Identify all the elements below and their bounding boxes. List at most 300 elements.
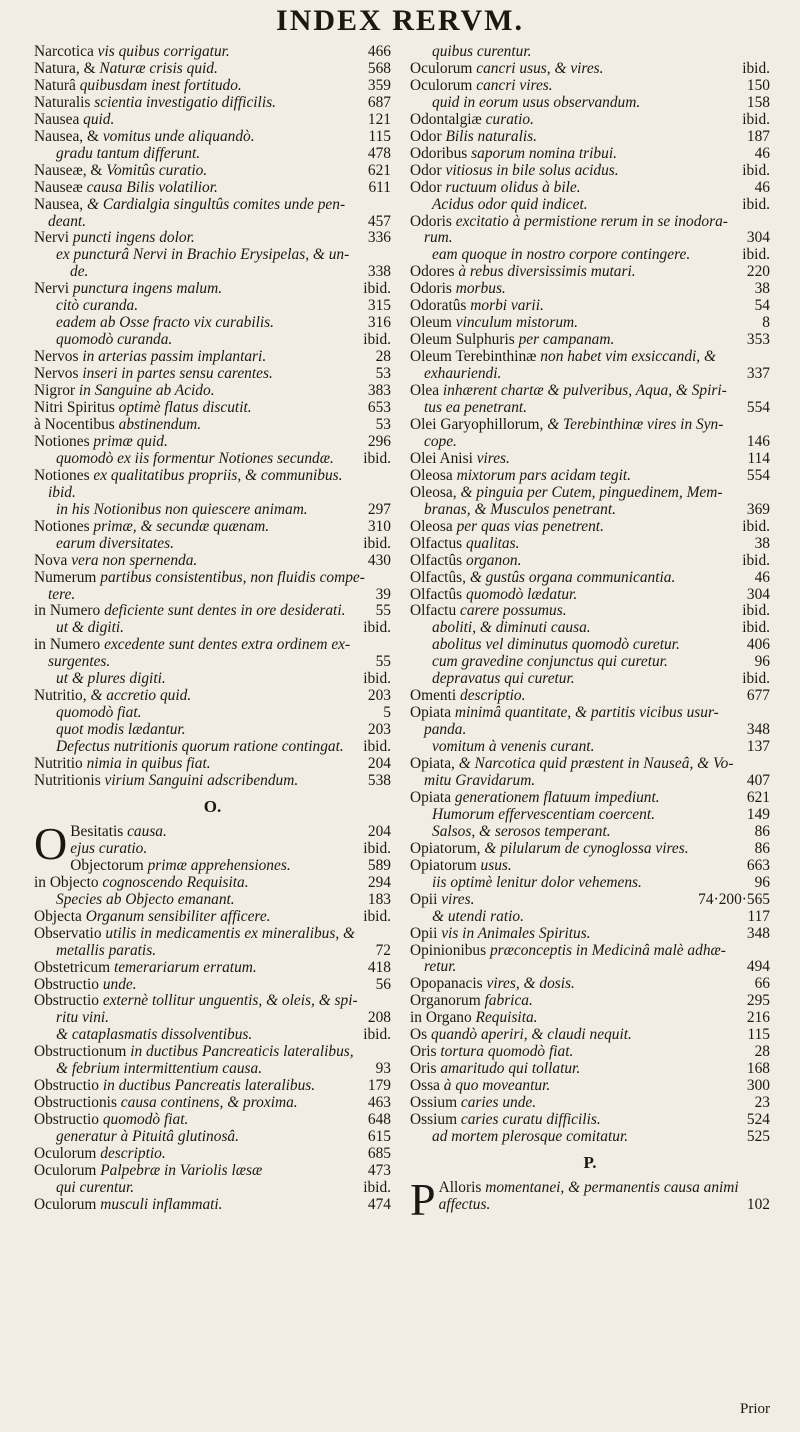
entry-text [432, 824, 611, 841]
entry-subject: ut & plures digiti. [56, 670, 166, 688]
entry-term: in Numero [34, 602, 105, 620]
entry-term: Olei Anisi [410, 449, 477, 467]
entry-term: Organorum [410, 992, 485, 1010]
entry-subject: quibus curentur. [432, 43, 532, 60]
page-number: 316 [364, 315, 391, 332]
entry-text [34, 602, 346, 620]
page-number: 677 [743, 688, 770, 705]
entry-text [410, 348, 716, 366]
index-entry [34, 400, 391, 417]
entry-term: Oculorum [34, 1162, 101, 1179]
index-entry [410, 129, 770, 146]
index-entry [34, 163, 391, 180]
entry-subject: quomodò fiat. [56, 704, 142, 722]
entry-subject: exhauriendi. [424, 365, 502, 383]
index-entry [34, 1180, 391, 1197]
page-number: 336 [364, 230, 391, 247]
entry-text [34, 1078, 315, 1095]
entry-subject: & Cardialgia singultûs comites unde pen- [87, 195, 346, 213]
index-entry [34, 180, 391, 197]
index-entry [34, 281, 391, 298]
entry-text [34, 281, 222, 298]
entry-text [410, 1044, 573, 1061]
page-number: ibid. [359, 536, 391, 553]
page-number: 66 [751, 976, 770, 993]
entry-text [34, 1043, 354, 1061]
entry-term: Obstructio [34, 975, 103, 993]
entry-subject: inhærent chartæ & pulveribus, Aqua, & Spiri- [442, 382, 727, 400]
entry-subject: tus ea penetrant. [424, 399, 528, 417]
entry-text [410, 841, 689, 858]
entry-text [34, 383, 215, 400]
entry-term: in Organo [410, 1009, 476, 1027]
index-entry [410, 112, 770, 129]
page-number: ibid. [738, 519, 770, 536]
index-entry [34, 417, 391, 434]
entry-text [56, 502, 308, 519]
entry-text [410, 570, 675, 587]
page-number: 117 [743, 909, 770, 926]
entry-subject: morbus. [455, 280, 506, 298]
entry-text [432, 197, 588, 214]
index-entry [410, 976, 770, 993]
entry-text [424, 502, 616, 519]
entry-text [410, 112, 534, 129]
entry-term: Opinionibus [410, 941, 490, 959]
entry-subject: morbi varii. [470, 297, 544, 315]
index-entry [410, 95, 770, 112]
page-number: 369 [743, 502, 770, 519]
entry-term: Odoribus [410, 144, 472, 162]
entry-subject: caries unde. [460, 1094, 537, 1112]
index-entry [34, 1044, 391, 1061]
index-entry [410, 519, 770, 536]
entry-subject: quomodò lædatur. [466, 585, 578, 603]
entry-text [424, 366, 501, 383]
entry-text [56, 722, 186, 739]
page-number: 300 [743, 1078, 770, 1095]
entry-subject: præconceptis in Medicinâ malè adhæ- [489, 941, 726, 959]
page-number: 524 [743, 1112, 770, 1129]
entry-text [424, 773, 535, 790]
entry-text [56, 332, 172, 349]
entry-text [34, 1163, 262, 1180]
entry-subject: vomitum à venenis curant. [432, 738, 595, 756]
index-entry [34, 1061, 391, 1078]
entry-term: Notiones [34, 432, 94, 450]
entry-term: Omenti [410, 687, 461, 705]
entry-text [424, 230, 453, 247]
entry-text [70, 264, 88, 281]
entry-subject: vis quibus corrigatur. [97, 43, 230, 60]
entry-term: Naturâ [34, 76, 80, 94]
page-number: 685 [364, 1146, 391, 1163]
entry-subject: abolitus vel diminutus quomodò curetur. [432, 636, 680, 654]
index-entry [410, 587, 770, 604]
entry-subject: ructuum olidus à bile. [445, 178, 581, 196]
entry-subject: abstinendum. [118, 415, 202, 433]
entry-subject: vis in Animales Spiritus. [441, 924, 591, 942]
index-entry [410, 230, 770, 247]
entry-term: Obstructio [34, 992, 103, 1010]
index-entry [34, 78, 391, 95]
entry-subject: eam quoque in nostro corpore contingere. [432, 246, 691, 264]
entry-subject: & febrium intermittentium causa. [56, 1060, 263, 1078]
index-entry [34, 1197, 391, 1214]
entry-term: Nervos [34, 348, 83, 366]
page-number: ibid. [359, 620, 391, 637]
entry-subject: partibus consistentibus, non fluidis compe- [100, 568, 365, 586]
entry-text [410, 146, 617, 163]
entry-text [410, 1061, 580, 1078]
page-number: 93 [372, 1061, 391, 1078]
index-entry [410, 773, 770, 790]
index-entry [410, 1095, 770, 1112]
entry-subject: ad mortem plerosque comitatur. [432, 1128, 629, 1145]
index-entry [410, 61, 770, 78]
entry-subject: excedente sunt dentes extra ordinem ex- [104, 636, 351, 654]
index-entry [34, 44, 391, 61]
entry-subject: deficiente sunt dentes in ore desiderati. [104, 602, 346, 620]
index-entry [410, 197, 770, 214]
entry-subject: citò curanda. [56, 297, 139, 315]
entry-text [56, 451, 334, 468]
entry-subject: surgentes. [48, 653, 111, 671]
entry-term: Objectorum [70, 856, 148, 874]
page-number: 663 [743, 858, 770, 875]
entry-term: Oculorum [34, 1195, 101, 1213]
index-entry [410, 807, 770, 824]
entry-term: Oculorum [34, 1145, 101, 1163]
drop-capital: P [410, 1173, 436, 1225]
index-entry [34, 129, 391, 146]
section-heading: O. [203, 796, 222, 816]
entry-text [34, 1112, 188, 1129]
entry-term: Natura, & [34, 59, 100, 77]
index-entry [410, 332, 770, 349]
index-entry [34, 553, 391, 570]
index-entry [34, 841, 391, 858]
page-number: 149 [743, 807, 770, 824]
entry-text [410, 1010, 538, 1027]
entry-text [432, 1129, 628, 1146]
page-number: 8 [758, 315, 770, 332]
entry-term: Opopanacis [410, 975, 487, 993]
page-number: 383 [364, 383, 391, 400]
page-number: 54 [751, 298, 770, 315]
entry-subject: puncti ingens dolor. [72, 229, 195, 247]
index-entry [410, 315, 770, 332]
entry-term: Oleosa [410, 517, 457, 535]
entry-subject: de. [70, 263, 89, 281]
page-number: ibid. [738, 61, 770, 78]
entry-subject: & accretio quid. [90, 687, 192, 705]
index-entry [34, 993, 391, 1010]
entry-text [410, 129, 537, 146]
entry-term: Os [410, 1026, 431, 1044]
entry-subject: & pilularum de cynoglossa vires. [484, 839, 689, 857]
entry-subject: minimâ quantitate, & partitis vicibus usur- [454, 704, 719, 722]
entry-term: Odor [410, 178, 446, 196]
entry-text [410, 536, 519, 553]
entry-text [56, 1129, 239, 1146]
index-entry [410, 824, 770, 841]
page-number: 296 [364, 434, 391, 451]
entry-subject: inseri in partes sensu carentes. [82, 365, 273, 383]
entry-term: Odor [410, 127, 446, 145]
index-entry [34, 349, 391, 366]
page-number: 53 [372, 366, 391, 383]
entry-text [439, 1197, 491, 1214]
entry-text [410, 483, 723, 502]
entry-subject: tortura quomodò fiat. [440, 1043, 574, 1061]
entry-text [48, 214, 86, 231]
entry-subject: per campanam. [518, 331, 615, 349]
entry-term: Numerum [34, 568, 101, 586]
entry-text [34, 960, 257, 977]
entry-term: Nigror [34, 382, 79, 400]
entry-term: Opiata, [410, 755, 459, 773]
entry-term: Odoratûs [410, 297, 471, 315]
index-entry [410, 688, 770, 705]
page-number: 304 [743, 230, 770, 247]
entry-term: Oleum Sulphuris [410, 331, 519, 349]
entry-text [410, 281, 506, 298]
entry-text [48, 485, 76, 502]
entry-subject: in arterias passim implantari. [82, 348, 267, 366]
entry-subject: & Narcotica quid præstent in Nauseâ, & Vo- [458, 755, 734, 773]
index-entry [34, 722, 391, 739]
index-entry [34, 536, 391, 553]
entry-subject: cognoscendo Requisita. [102, 873, 249, 891]
page-number: 216 [743, 1010, 770, 1027]
page-number: 28 [372, 349, 391, 366]
page-number: 137 [743, 739, 770, 756]
entry-text [34, 568, 365, 587]
drop-capital: O [34, 817, 68, 869]
index-entry [34, 366, 391, 383]
entry-subject: ex qualitatibus propriis, & communibus. [93, 466, 343, 484]
entry-term: Opiata [410, 788, 455, 806]
index-entry [410, 756, 770, 773]
entry-text [424, 722, 466, 739]
index-entry [34, 570, 391, 587]
page-number: 473 [364, 1163, 391, 1180]
entry-text [410, 180, 581, 197]
entry-text [432, 875, 642, 892]
page-number: 687 [364, 95, 391, 112]
entry-text [34, 1095, 298, 1112]
entry-text [56, 536, 174, 553]
entry-subject: eadem ab Osse fracto vix curabilis. [56, 314, 274, 332]
page-number: ibid. [738, 163, 770, 180]
entry-term: Besitatis [70, 822, 128, 840]
entry-term: Nausea, [34, 195, 87, 213]
entry-text [34, 112, 114, 129]
entry-subject: ritu vini. [56, 1009, 110, 1027]
index-entry [34, 705, 391, 722]
entry-term: Odoris [410, 212, 456, 230]
page-number: 554 [743, 468, 770, 485]
entry-subject: virium Sanguini adscribendum. [104, 771, 299, 789]
entry-text [34, 875, 249, 892]
entry-subject: Naturæ crisis quid. [99, 59, 218, 77]
index-entry [34, 434, 391, 451]
index-entry [410, 180, 770, 197]
page-number: 611 [364, 180, 391, 197]
entry-text [56, 671, 166, 688]
entry-term: Observatio [34, 924, 106, 942]
index-entry [34, 112, 391, 129]
entry-subject: scientia investigatio difficilis. [94, 93, 276, 111]
entry-text [34, 163, 207, 180]
index-entry [34, 1112, 391, 1129]
index-entry [34, 620, 391, 637]
index-entry [410, 485, 770, 502]
entry-text [410, 298, 544, 315]
index-entry [34, 1095, 391, 1112]
index-entry [410, 1112, 770, 1129]
entry-subject: externè tollitur unguentis, & oleis, & spi- [102, 992, 358, 1010]
index-entry [410, 366, 770, 383]
page-number: 648 [364, 1112, 391, 1129]
page-number: ibid. [359, 281, 391, 298]
entry-subject: à quo moveantur. [443, 1077, 551, 1095]
entry-text [410, 61, 604, 78]
entry-text [34, 519, 269, 536]
entry-subject: musculi inflammati. [100, 1195, 223, 1213]
entry-subject: descriptio. [460, 687, 526, 705]
index-entry [410, 1197, 770, 1214]
entry-text [410, 976, 575, 993]
page-number: 220 [743, 264, 770, 281]
entry-subject: & Terebinthinæ vires in Syn- [547, 415, 724, 433]
entry-term: Odontalgiæ [410, 110, 486, 128]
index-entry [34, 688, 391, 705]
page-number: ibid. [359, 841, 391, 858]
index-entry [34, 1146, 391, 1163]
page-number: 457 [364, 214, 391, 231]
entry-text [56, 247, 349, 264]
page-number: ibid. [738, 247, 770, 264]
entry-text [432, 909, 524, 926]
page-number: 183 [364, 892, 391, 909]
index-entry [34, 485, 391, 502]
page-number: 353 [743, 332, 770, 349]
entry-subject: mixtorum pars acidam tegit. [456, 466, 632, 484]
page-number: 589 [364, 858, 391, 875]
entry-text [410, 553, 521, 570]
entry-text [70, 841, 147, 858]
entry-subject: generatur à Pituitâ glutinosâ. [56, 1128, 239, 1146]
entry-text [34, 195, 346, 214]
entry-text [410, 415, 724, 434]
page-number: 538 [364, 773, 391, 790]
entry-text [432, 807, 655, 824]
page-number: 158 [743, 95, 770, 112]
entry-text [56, 298, 138, 315]
index-entry [410, 298, 770, 315]
entry-text [432, 637, 680, 654]
entry-subject: curatio. [485, 110, 534, 128]
entry-subject: quid in eorum usus observandum. [432, 93, 641, 111]
page-number: 203 [364, 688, 391, 705]
entry-subject: rum. [424, 229, 453, 247]
index-entry [34, 519, 391, 536]
entry-text [424, 434, 457, 451]
entry-subject: in Sanguine ab Acido. [78, 382, 215, 400]
entry-term: Opiata [410, 704, 455, 722]
index-entry [34, 739, 391, 756]
index-entry [410, 620, 770, 637]
page-number: 96 [751, 654, 770, 671]
entry-term: Nutritio, [34, 687, 91, 705]
entry-text [34, 1197, 223, 1214]
entry-subject: Salsos, & serosos temperant. [432, 822, 611, 840]
entry-term: Nutritionis [34, 771, 105, 789]
index-entry [34, 502, 391, 519]
index-entry [410, 1129, 770, 1146]
entry-subject: vires. [441, 890, 475, 908]
page-number: 359 [364, 78, 391, 95]
index-entry [410, 163, 770, 180]
entry-subject: unde. [102, 975, 137, 993]
page-number: 86 [751, 841, 770, 858]
entry-subject: vinculum mistorum. [455, 314, 579, 332]
entry-term: Obstructio [34, 1111, 103, 1129]
index-entry [34, 603, 391, 620]
entry-subject: punctura ingens malum. [72, 280, 223, 298]
entry-text [410, 519, 604, 536]
entry-text [410, 332, 614, 349]
index-entry [34, 95, 391, 112]
entry-text [34, 129, 255, 146]
index-entry [34, 264, 391, 281]
index-entry [410, 146, 770, 163]
index-entry [34, 654, 391, 671]
page-number: ibid. [359, 451, 391, 468]
entry-subject: branas, & Musculos penetrant. [424, 500, 616, 518]
page-number: ibid. [359, 1180, 391, 1197]
entry-text [410, 78, 553, 95]
page-number: 86 [751, 824, 770, 841]
page-number: 337 [743, 366, 770, 383]
entry-term: Oleum [410, 314, 456, 332]
entry-text [34, 61, 218, 78]
entry-term: Oculorum [410, 76, 477, 94]
page-number: 55 [372, 603, 391, 620]
entry-subject: quot modis lædantur. [56, 721, 186, 739]
page-number: ibid. [738, 112, 770, 129]
entry-subject: vera non spernenda. [71, 551, 198, 569]
entry-text [56, 620, 124, 637]
entry-text [410, 688, 525, 705]
entry-term: Ossium [410, 1094, 461, 1112]
entry-text [410, 1078, 550, 1095]
entry-subject: Requisita. [475, 1009, 538, 1027]
page-number: 568 [364, 61, 391, 78]
page-number: 150 [743, 78, 770, 95]
entry-term: Nervi [34, 229, 73, 247]
entry-subject: quomodò fiat. [102, 1111, 189, 1129]
entry-subject: Vomitûs curatio. [106, 161, 208, 179]
index-entry [410, 637, 770, 654]
entry-subject: nimia in quibus fiat. [86, 755, 211, 773]
entry-text [56, 1027, 252, 1044]
page-number: ibid. [738, 603, 770, 620]
index-entry [410, 841, 770, 858]
entry-text [34, 688, 191, 705]
